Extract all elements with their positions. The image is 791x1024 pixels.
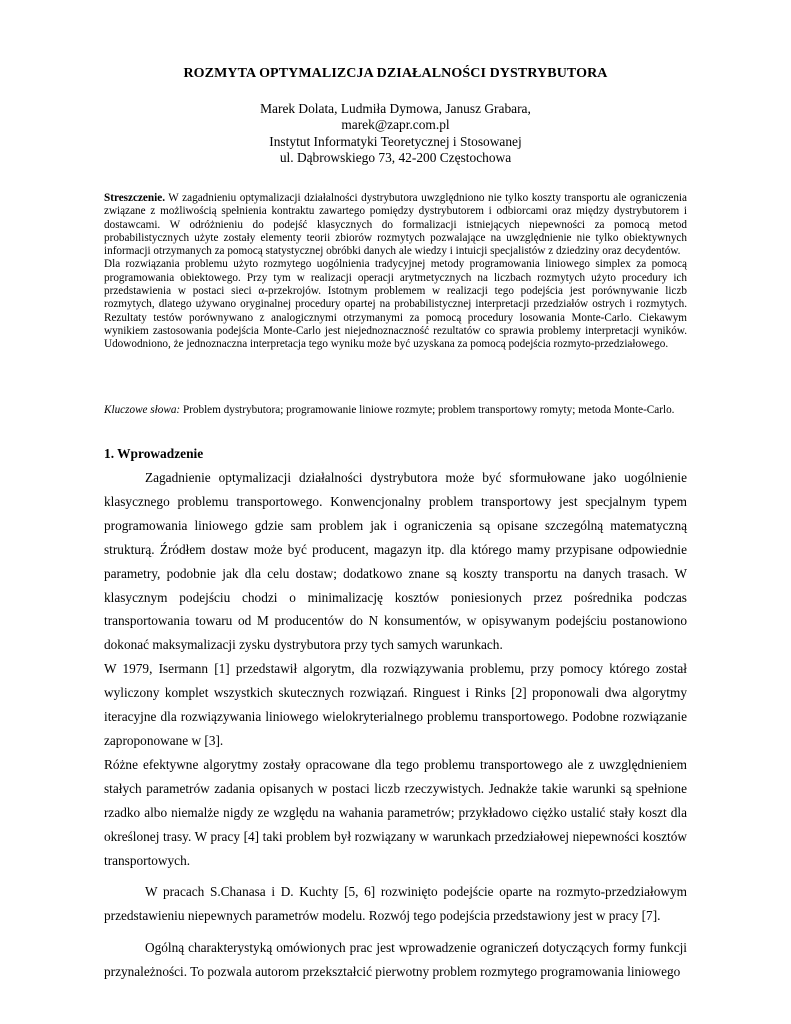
paper-title: ROZMYTA OPTYMALIZCJA DZIAŁALNOŚCI DYSTRYBUTORA	[183, 66, 608, 81]
keywords-text: Problem dystrybutora; programowanie liniowe rozmyte; problem transportowy romyty; metoda Monte-Carlo.	[180, 404, 675, 416]
abstract-label: Streszczenie.	[104, 192, 165, 204]
paragraph-gap	[104, 872, 687, 880]
body-paragraph-1: Zagadnienie optymalizacji działalności dystrybutora może być sformułowane jako uogólnienie klasycznego problemu transportowego. Konwencjonalny problem transportowy jest specjalnym typem programowania liniowego gdzie sam problem jak i ograniczenia są opisane szczególną matematyczną strukturą. Źródłem dostaw może być producent, magazyn itp. dla którego mamy przypisane odpowiednie parametry, podobnie jak dla celu dostaw; dodatkowo znane są koszty transportu na danych trasach. W klasycznym podejściu chodzi o minimalizację kosztów poniesionych przez pośrednika podczas transportowania towaru od M producentów do N konsumentów, w opisywanym podejściu postanowiono dokonać maksymalizacji zysku dystrybutora przy tych samych warunkach.	[104, 470, 687, 653]
paragraph-gap	[104, 928, 687, 936]
keywords	[104, 404, 687, 417]
abstract-paragraph-1	[104, 192, 687, 258]
author-names: Marek Dolata, Ludmiła Dymowa, Janusz Grabara,	[260, 101, 531, 116]
abstract-text-1: W zagadnieniu optymalizacji działalności dystrybutora uwzględniono nie tylko koszty transportu ale ograniczenia związane z możliwością spełnienia kontraktu zawartego pomiędzy dystrybutorem i odbiorcami oraz między dystrybutorem i dostawcami. W odróżnieniu do podejść klasycznych do formalizacji istniejących niepewności za pomocą metod probabilistycznych użyte zostały elementy teorii zbiorów rozmytych pozwalające na uwzględnienie nie tylko obiektywnych informacji otrzymanych za pomocą statystycznej obróbki danych ale wiedzy i intuicji specjalistów z dziedziny oraz decydentów.	[104, 192, 687, 258]
author-block	[104, 101, 687, 167]
abstract	[104, 192, 687, 352]
author-address: ul. Dąbrowskiego 73, 42-200 Częstochowa	[279, 150, 512, 166]
body-paragraph-2: W 1979, Isermann [1] przedstawił algorytm, dla rozwiązywania problemu, przy pomocy którego został wyliczony komplet wszystkich skutecznych rozwiązań. Ringuest i Rinks [2] proponowali dwa algorytmy iteracyjne dla rozwiązywania liniowego wielokryterialnego problemu transportowego. Podobne rozwiązanie zaproponowane w [3].	[104, 661, 687, 748]
body-paragraph-3: Różne efektywne algorytmy zostały opracowane dla tego problemu transportowego ale z uwzględnieniem stałych parametrów zadania opisanych w postaci liczb rzeczywistych. Jednakże takie warunki są spełnione rzadko albo niemalże nigdy ze względu na wahania parametrów; przykładowo ciężko ustalić stały koszt dla określonej trasy. W pracy [4] taki problem był rozwiązany w warunkach przedziałowej niepewności kosztów transportowych.	[104, 756, 687, 868]
section-heading: 1. Wprowadzenie	[104, 446, 204, 461]
section-body	[104, 466, 687, 984]
author-email: marek@zapr.com.pl	[341, 117, 450, 133]
body-paragraph-5: Ogólną charakterystyką omówionych prac jest wprowadzenie ograniczeń dotyczących formy funkcji przynależności. To pozwala autorom przekształcić pierwotny problem rozmytego programowania liniowego	[104, 940, 687, 980]
abstract-paragraph-2: Dla rozwiązania problemu użyto rozmytego uogólnienia tradycyjnej metody programowania liniowego simplex za pomocą programowania obiektowego. Przy tym w realizacji operacji arytmetycznych na liczbach rozmytych użyto procedury ich przedstawienia w postaci sieci α-przekrojów. Istotnym problemem w realizacji tego podejścia jest porównywanie liczb rozmytych, dlatego używano oryginalnej procedury opartej na probabilistycznej interpretacji przedziałów ostrych i rozmytych. Rezultaty testów porównywano z analogicznymi otrzymanymi za pomocą procedury losowania Monte-Carlo. Ciekawym wynikiem zastosowania podejścia Monte-Carlo jest niejednoznaczność rezultatów co sprawia problemy interpretacji wyników. Udowodniono, że jednoznaczna interpretacja tego wyniku może być uzyskana za pomocą podejścia rozmyto-przedziałowego.	[104, 258, 687, 351]
body-paragraph-4: W pracach S.Chanasa i D. Kuchty [5, 6] rozwinięto podejście oparte na rozmyto-przedziałowym przedstawieniu niepewnych parametrów modelu. Rozwój tego podejścia przedstawiony jest w pracy [7].	[104, 884, 687, 924]
author-institute: Instytut Informatyki Teoretycznej i Stosowanej	[269, 133, 522, 149]
keywords-label: Kluczowe słowa:	[104, 404, 181, 416]
